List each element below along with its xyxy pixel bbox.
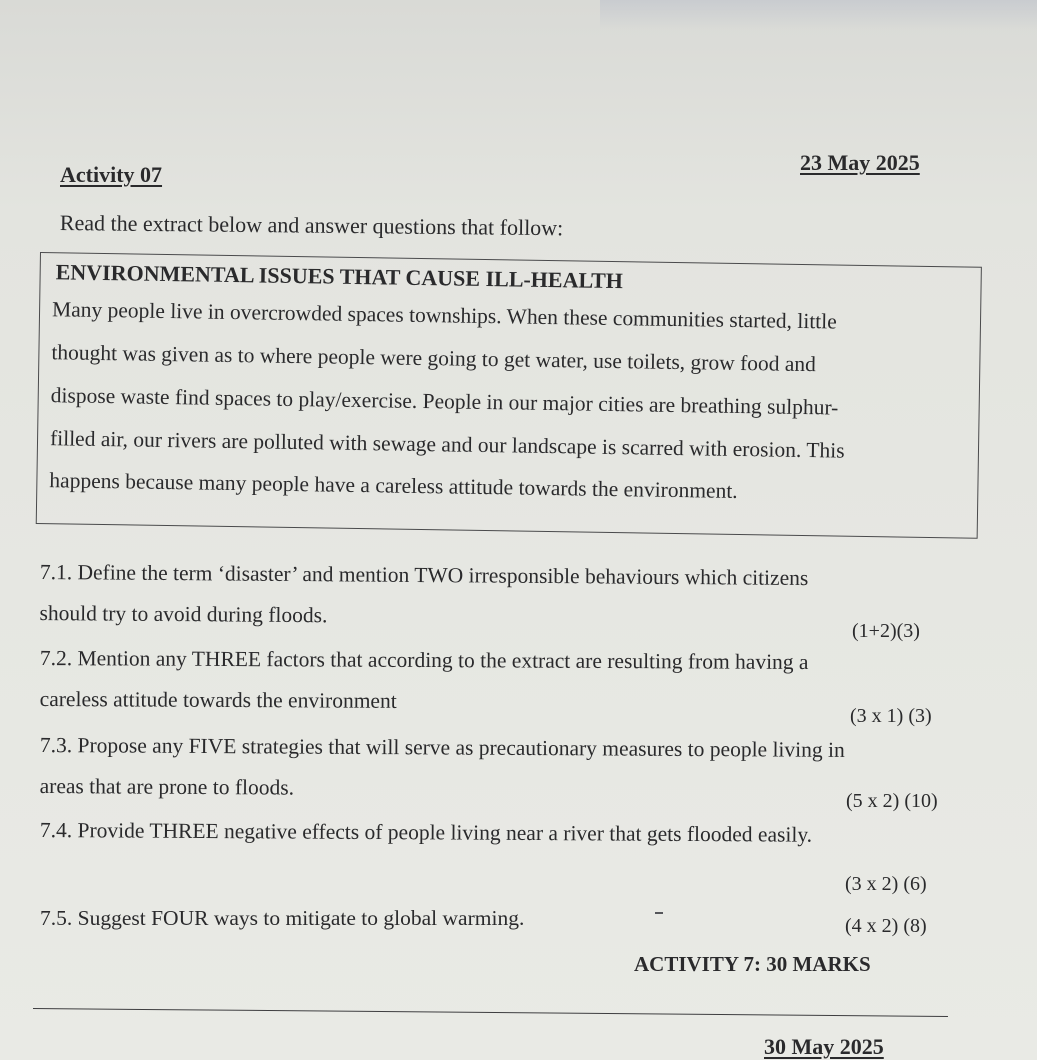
- question-line: 7.4. Provide THREE negative effects of people living near a river that gets flooded easily.: [39, 818, 813, 847]
- question-line: 7.3. Propose any FIVE strategies that will serve as precautionary measures to people living in: [39, 733, 845, 762]
- extract-line: dispose waste find spaces to play/exercise. People in our major cities are breathing sulphur-: [50, 383, 839, 420]
- assignment-date: 23 May 2025: [800, 150, 920, 175]
- extract-line: Many people live in overcrowded spaces townships. When these communities started, little: [51, 297, 837, 334]
- extract-box: [36, 252, 982, 539]
- question-marks: (1+2)(3): [852, 620, 920, 642]
- question-7-3: [40, 733, 845, 804]
- activity-total-marks: ACTIVITY 7: 30 MARKS: [634, 952, 871, 976]
- instruction-text: Read the extract below and answer questions that follow:: [59, 210, 564, 241]
- question-marks: (4 x 2) (8): [845, 915, 927, 937]
- due-date: 30 May 2025: [764, 1034, 884, 1059]
- divider-line: [33, 1008, 948, 1017]
- question-7-5: [40, 906, 524, 931]
- question-marks: (5 x 2) (10): [846, 790, 938, 812]
- extract-heading: ENVIRONMENTAL ISSUES THAT CAUSE ILL-HEALTH: [55, 259, 624, 294]
- extract-line: filled air, our rivers are polluted with sewage and our landscape is scarred with erosion. This: [49, 426, 845, 463]
- question-marks: (3 x 2) (6): [845, 873, 927, 895]
- extract-line: happens because many people have a careless attitude towards the environment.: [49, 468, 738, 503]
- question-line: careless attitude towards the environment: [39, 686, 397, 713]
- question-line: areas that are prone to floods.: [39, 773, 295, 800]
- paper-edge-shadow: [600, 0, 1037, 30]
- question-marks: (3 x 1) (3): [850, 705, 932, 727]
- question-7-4: [40, 818, 812, 848]
- activity-title: Activity 07: [60, 162, 163, 187]
- question-line: should try to avoid during floods.: [39, 600, 328, 628]
- question-line: 7.1. Define the term ‘disaster’ and mention TWO irresponsible behaviours which citizens: [39, 560, 809, 591]
- question-7-1: [39, 560, 808, 632]
- question-line: 7.2. Mention any THREE factors that according to the extract are resulting from having a: [39, 646, 809, 675]
- extract-line: thought was given as to where people were going to get water, use toilets, grow food and: [51, 340, 817, 377]
- question-7-2: [40, 646, 809, 716]
- question-line: 7.5. Suggest FOUR ways to mitigate to global warming.: [40, 906, 525, 930]
- pen-mark: [655, 912, 663, 914]
